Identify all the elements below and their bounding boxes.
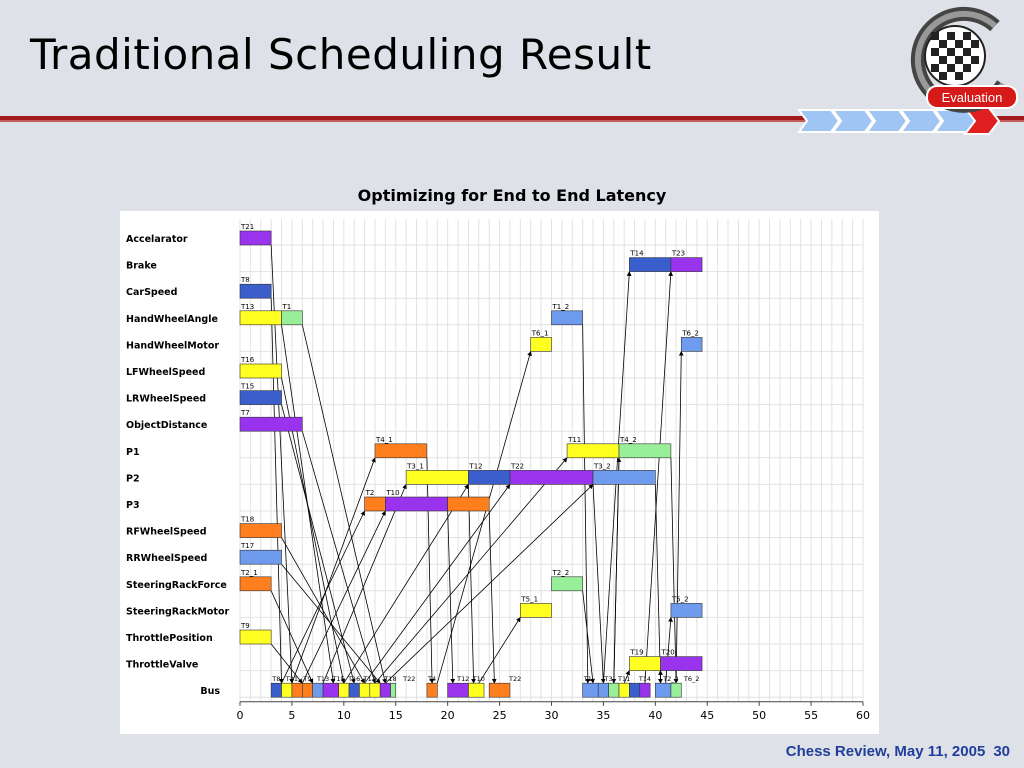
task-bar xyxy=(339,683,349,697)
task-bar xyxy=(552,311,583,325)
x-tick-label: 15 xyxy=(388,708,403,722)
task-bar xyxy=(282,311,303,325)
task-bar xyxy=(531,337,552,351)
row-label: LFWheelSpeed xyxy=(126,367,206,378)
task-bar xyxy=(240,630,271,644)
bus-task-label: T18 xyxy=(384,675,397,684)
task-label: T17 xyxy=(241,542,255,551)
bus-task-label: T3 xyxy=(604,675,613,684)
dependency-arrow xyxy=(676,351,681,683)
task-bar xyxy=(359,683,369,697)
task-bar xyxy=(370,683,380,697)
x-tick-label: 10 xyxy=(336,708,351,722)
task-label: T2_2 xyxy=(552,568,570,577)
x-tick-label: 0 xyxy=(236,708,244,722)
task-label: T1 xyxy=(282,302,292,311)
chess-logo xyxy=(895,6,1019,114)
task-bar xyxy=(380,683,390,697)
row-label: HandWheelMotor xyxy=(126,340,220,352)
task-label: T8 xyxy=(241,276,250,285)
row-label: Bus xyxy=(200,686,220,698)
x-tick-label: 45 xyxy=(700,708,715,722)
bus-task-label: T16 xyxy=(348,675,361,684)
bus-task-label: T12 xyxy=(457,675,470,684)
row-label: SteeringRackMotor xyxy=(126,606,230,618)
bus-task-label: T10 xyxy=(472,675,485,684)
x-tick-label: 60 xyxy=(856,708,870,722)
dependency-arrow xyxy=(614,458,619,683)
task-label: T2 xyxy=(365,489,375,497)
slide-title: Traditional Scheduling Result xyxy=(30,30,652,79)
chess-checker-icon xyxy=(895,6,1019,114)
task-bar xyxy=(567,444,619,458)
task-label: T20 xyxy=(661,648,675,657)
task-label: T18 xyxy=(241,515,255,524)
footer-text: Chess Review, May 11, 2005 xyxy=(785,743,986,760)
task-bar xyxy=(520,603,551,617)
bus-task-label: T21 xyxy=(285,675,299,684)
row-label: ThrottleValve xyxy=(126,659,199,671)
bus-task-label: T14 xyxy=(638,675,652,684)
row-label: Brake xyxy=(126,260,157,272)
row-label: SteeringRackForce xyxy=(126,579,227,591)
task-label: T2_1 xyxy=(241,568,258,577)
task-bar xyxy=(349,683,359,697)
bus-task-label: T6_2 xyxy=(683,675,700,684)
task-bar xyxy=(240,550,282,564)
task-bar xyxy=(489,683,510,697)
task-label: T15 xyxy=(241,382,255,391)
task-bar xyxy=(282,683,292,697)
dependency-arrow xyxy=(655,484,660,683)
task-label: T3_1 xyxy=(407,462,424,471)
task-label: T12 xyxy=(469,462,483,471)
row-label: ThrottlePosition xyxy=(126,633,213,644)
task-bar xyxy=(552,577,583,591)
task-label: T19 xyxy=(630,648,644,657)
task-bar xyxy=(406,470,468,484)
task-label: T10 xyxy=(386,489,400,497)
task-bar xyxy=(655,683,671,697)
x-tick-label: 55 xyxy=(804,708,819,722)
bus-task-label: T22 xyxy=(403,675,416,684)
task-bar xyxy=(583,683,599,697)
row-label: RRWheelSpeed xyxy=(126,553,208,565)
dependency-arrow xyxy=(427,458,432,683)
task-bar xyxy=(629,657,660,671)
task-bar xyxy=(240,311,282,325)
task-bar xyxy=(302,683,312,697)
task-label: T9 xyxy=(241,622,250,630)
task-bar xyxy=(240,231,271,245)
row-label: P1 xyxy=(126,446,140,458)
task-bar xyxy=(375,444,427,458)
row-label: P2 xyxy=(126,473,140,485)
task-bar xyxy=(365,497,386,511)
x-tick-label: 20 xyxy=(440,708,455,722)
dependency-arrow xyxy=(489,511,494,683)
task-bar xyxy=(661,657,703,671)
gantt-svg xyxy=(120,211,879,734)
page-number: 30 xyxy=(993,743,1010,760)
task-bar xyxy=(640,683,650,697)
task-bar xyxy=(240,417,302,431)
task-label: T6_2 xyxy=(682,329,699,338)
task-label: T21 xyxy=(241,223,255,231)
row-label: CarSpeed xyxy=(126,287,178,299)
task-bar xyxy=(681,337,702,351)
task-label: T11 xyxy=(568,435,582,444)
task-label: T7 xyxy=(241,409,250,418)
task-label: T3_2 xyxy=(594,462,611,471)
task-bar xyxy=(240,364,282,378)
task-bar xyxy=(619,444,671,458)
task-bar xyxy=(323,683,339,697)
bus-task-label: T8 xyxy=(272,675,281,684)
task-bar xyxy=(629,258,671,272)
task-label: T1_2 xyxy=(552,302,570,311)
task-bar xyxy=(468,470,510,484)
task-label: T4_1 xyxy=(375,435,393,444)
bus-task-label: T13 xyxy=(316,675,330,684)
x-tick-label: 25 xyxy=(492,708,507,722)
task-label: T14 xyxy=(630,249,644,258)
task-label: T23 xyxy=(671,249,686,258)
task-bar xyxy=(292,683,302,697)
bus-task-label: T9 xyxy=(303,675,312,684)
row-label: HandWheelAngle xyxy=(126,313,218,325)
task-label: T22 xyxy=(510,462,525,471)
x-tick-label: 50 xyxy=(752,708,767,722)
task-bar xyxy=(671,603,702,617)
task-bar xyxy=(510,470,593,484)
bus-task-label: T15 xyxy=(332,675,345,684)
task-bar xyxy=(385,497,447,511)
bus-task-label: T11 xyxy=(618,675,631,684)
bus-task-label: T17 xyxy=(363,675,376,684)
task-bar xyxy=(240,391,282,405)
task-bar xyxy=(240,284,271,298)
footer xyxy=(778,743,1010,760)
task-bar xyxy=(448,683,469,697)
row-label: Accelarator xyxy=(126,234,188,245)
x-tick-label: 40 xyxy=(648,708,663,722)
bus-task-label: T1 xyxy=(583,675,592,684)
task-bar xyxy=(468,683,484,697)
task-bar xyxy=(427,683,437,697)
task-label: T6_1 xyxy=(531,329,549,338)
task-bar xyxy=(391,683,396,697)
x-tick-label: 5 xyxy=(288,708,296,722)
task-bar xyxy=(609,683,619,697)
bus-task-label: T22 xyxy=(509,675,522,684)
row-label: RFWheelSpeed xyxy=(126,526,207,538)
x-tick-label: 30 xyxy=(544,708,559,722)
dependency-arrow xyxy=(593,484,603,683)
task-bar xyxy=(240,524,282,538)
row-label: LRWheelSpeed xyxy=(126,393,207,405)
task-bar xyxy=(240,577,271,591)
gantt-chart xyxy=(120,211,879,734)
task-bar xyxy=(619,683,629,697)
task-label: T16 xyxy=(241,356,255,364)
chart-title: Optimizing for End to End Latency xyxy=(357,186,667,205)
task-bar xyxy=(448,497,490,511)
row-label: P3 xyxy=(126,500,140,511)
bus-task-label: T2_2 xyxy=(663,675,679,684)
task-bar xyxy=(271,683,281,697)
task-bar xyxy=(671,258,702,272)
task-bar xyxy=(671,683,681,697)
bus-task-label: T4 xyxy=(428,675,437,684)
task-label: T13 xyxy=(241,302,255,311)
logo-text: Evaluation xyxy=(941,90,1003,105)
task-label: T5_2 xyxy=(671,595,689,604)
task-bar xyxy=(598,683,608,697)
x-tick-label: 35 xyxy=(596,708,611,722)
task-bar xyxy=(313,683,323,697)
task-label: T4_2 xyxy=(619,435,637,444)
task-bar xyxy=(593,470,655,484)
task-label: T5_1 xyxy=(521,595,539,604)
dependency-arrow xyxy=(468,484,473,683)
row-label: ObjectDistance xyxy=(126,420,208,432)
task-bar xyxy=(629,683,639,697)
